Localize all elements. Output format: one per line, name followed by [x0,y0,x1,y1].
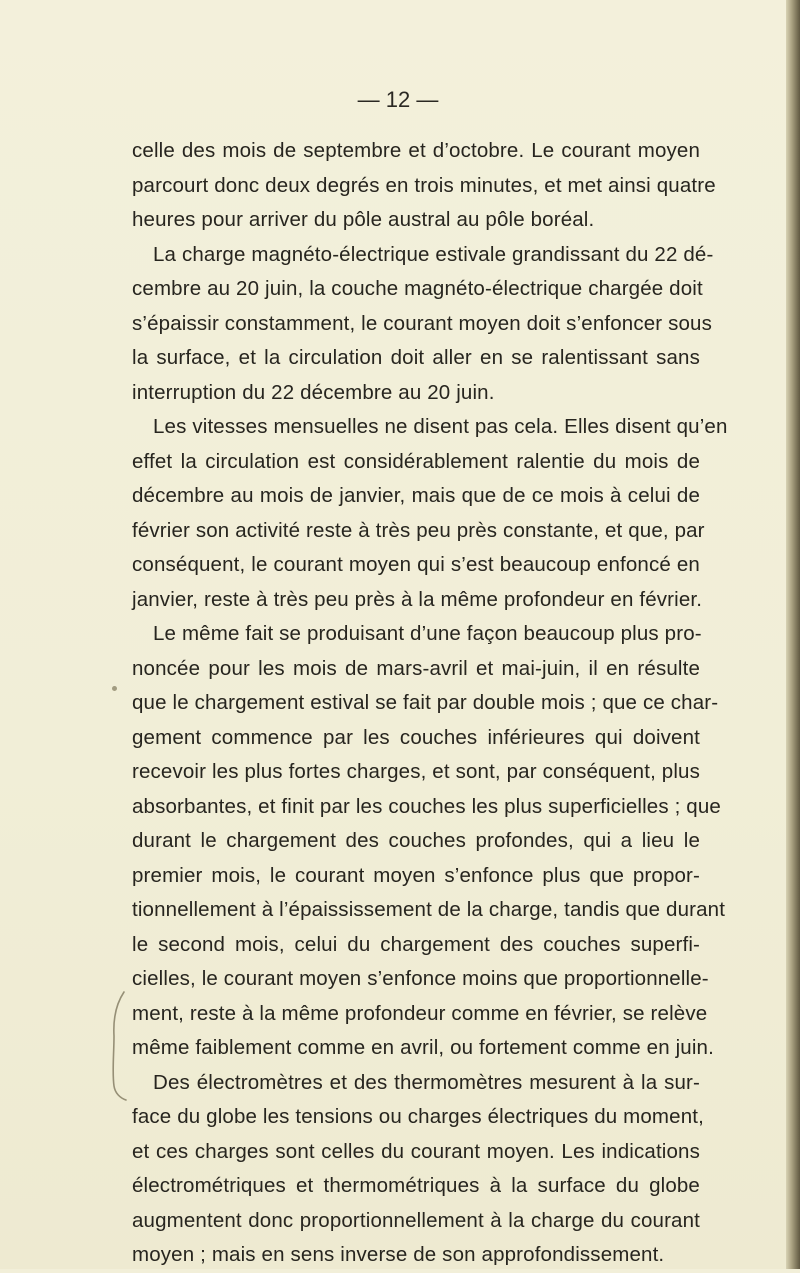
body-text [132,134,728,1273]
text-line: heures pour arriver du pôle austral au pôle boréal. [132,208,595,231]
text-line: absorbantes, et finit par les couches les plus superficielles ; que [132,794,721,818]
text-line: augmentent donc proportionnellement à la charge du courant [132,1208,700,1232]
text-line: interruption du 22 décembre au 20 juin. [132,380,495,404]
text-line: cielles, le courant moyen s’enfonce moins que proportionnelle- [132,967,709,990]
text-line: ment, reste à la même profondeur comme en février, se relève [132,1001,708,1025]
text-line: Des électromètres et des thermomètres mesurent à la sur- [153,1070,700,1094]
text-line: janvier, reste à très peu près à la même profondeur en février. [132,587,703,611]
text-line: cembre au 20 juin, la couche magnéto-électrique chargée doit [132,277,703,300]
text-line: effet la circulation est considérablement ralentie du mois de [132,449,700,473]
page-edge-shadow [786,0,800,1269]
text-line: le second mois, celui du chargement des couches superfi- [132,932,700,956]
text-line: celle des mois de septembre et d’octobre. Le courant moyen [132,139,700,162]
text-line: conséquent, le courant moyen qui s’est beaucoup enfoncé en [132,553,700,576]
margin-pencil-bracket [104,990,134,1102]
text-line: La charge magnéto-électrique estivale grandissant du 22 dé- [153,242,714,266]
text-line: durant le chargement des couches profondes, qui a lieu le [132,829,700,852]
text-line: Les vitesses mensuelles ne disent pas cela. Elles disent qu’en [153,415,728,438]
text-line: décembre au mois de janvier, mais que de ce mois à celui de [132,484,700,507]
text-line: électrométriques et thermométriques à la surface du globe [132,1174,700,1197]
text-line: recevoir les plus fortes charges, et sont, par conséquent, plus [132,760,700,783]
text-line: face du globe les tensions ou charges électriques du moment, [132,1105,704,1128]
margin-dot-mark [112,686,117,691]
text-line: que le chargement estival se fait par double mois ; que ce char- [132,691,719,714]
text-line: et ces charges sont celles du courant moyen. Les indications [132,1139,700,1163]
text-line: la surface, et la circulation doit aller en se ralentissant sans [132,346,700,369]
text-line: même faiblement comme en avril, ou fortement comme en juin. [132,1036,714,1059]
text-line: parcourt donc deux degrés en trois minutes, et met ainsi quatre [132,173,716,197]
text-line: tionnellement à l’épaississement de la charge, tandis que durant [132,898,726,921]
text-line: février son activité reste à très peu près constante, et que, par [132,518,705,542]
text-line: Le même fait se produisant d’une façon beaucoup plus pro- [153,622,702,645]
text-line: s’épaissir constamment, le courant moyen doit s’enfoncer sous [132,311,713,335]
page-number: — 12 — [357,87,439,112]
text-line: gement commence par les couches inférieures qui doivent [132,725,700,749]
text-line: moyen ; mais en sens inverse de son approfondissement. [132,1243,665,1266]
text-line: noncée pour les mois de mars-avril et mai-juin, il en résulte [132,656,700,680]
text-line: premier mois, le courant moyen s’enfonce plus que propor- [132,863,700,887]
